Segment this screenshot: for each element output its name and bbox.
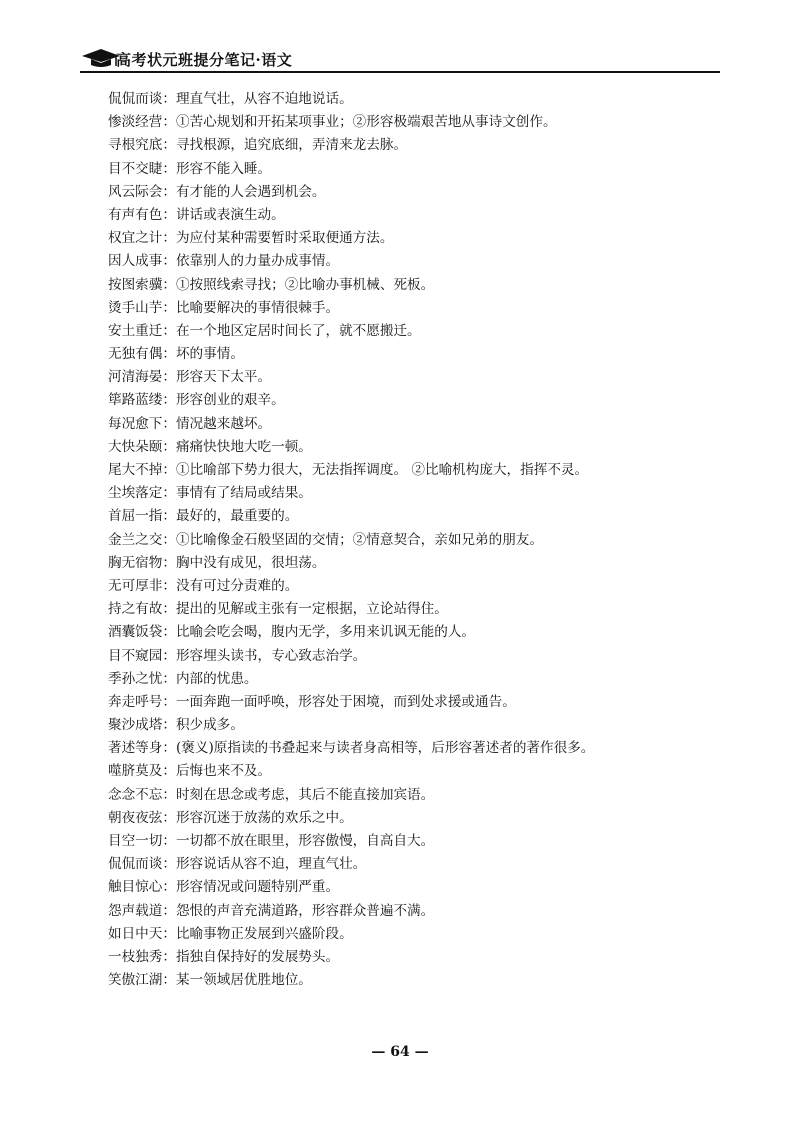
idiom-definition: 怨恨的声音充满道路，形容群众普遍不满。 xyxy=(175,902,435,919)
idiom-term: 无独有偶 xyxy=(108,346,163,363)
idiom-term: 目不交睫 xyxy=(108,160,163,177)
idiom-entry xyxy=(108,482,788,505)
idiom-definition: 提出的见解或主张有一定根据，立论站得住。 xyxy=(175,601,448,618)
idiom-term: 按图索骥 xyxy=(108,276,163,293)
idiom-entry xyxy=(108,88,788,111)
idiom-entry xyxy=(108,923,788,946)
idiom-term: 著述等身 xyxy=(108,740,163,757)
idiom-definition: 积少成多。 xyxy=(175,717,244,734)
idiom-entry xyxy=(108,645,788,668)
term-separator: ： xyxy=(162,856,176,873)
term-separator: ： xyxy=(162,91,176,107)
idiom-list xyxy=(108,88,788,992)
term-separator: ： xyxy=(162,322,176,339)
term-separator: ： xyxy=(162,531,176,548)
idiom-definition: 形容埋头读书，专心致志治学。 xyxy=(175,647,367,664)
idiom-term: 金兰之交 xyxy=(108,531,163,548)
idiom-term: 一枝独秀 xyxy=(108,948,163,965)
idiom-definition: 比喻会吃会喝，腹内无学，多用来讥讽无能的人。 xyxy=(175,624,476,641)
idiom-term: 奔走呼号 xyxy=(108,693,163,710)
idiom-term: 噬脐莫及 xyxy=(108,763,163,780)
idiom-term: 侃侃而谈 xyxy=(108,856,163,873)
idiom-term: 笑傲江湖 xyxy=(108,972,163,989)
idiom-entry xyxy=(108,900,788,923)
idiom-entry xyxy=(108,784,788,807)
idiom-entry xyxy=(108,158,788,181)
term-separator: ： xyxy=(162,438,176,455)
term-separator: ： xyxy=(162,948,176,965)
idiom-term: 权宜之计 xyxy=(108,230,163,247)
idiom-entry xyxy=(108,250,788,273)
idiom-definition: 没有可过分责难的。 xyxy=(175,577,299,594)
idiom-entry xyxy=(108,529,788,552)
term-separator: ： xyxy=(162,740,176,757)
idiom-definition: 事情有了结局或结果。 xyxy=(175,485,312,502)
idiom-term: 筚路蓝缕 xyxy=(108,392,163,409)
term-separator: ： xyxy=(162,879,176,896)
idiom-term: 寻根究底 xyxy=(108,137,163,154)
idiom-definition: 某一领域居优胜地位。 xyxy=(175,972,312,989)
idiom-term: 风云际会 xyxy=(108,183,163,200)
idiom-definition: (褒义)原指读的书叠起来与读者身高相等，后形容著述者的著作很多。 xyxy=(175,740,595,757)
idiom-term: 大快朵颐 xyxy=(108,438,163,455)
idiom-definition: 形容创业的艰辛。 xyxy=(175,392,285,409)
term-separator: ： xyxy=(162,577,176,594)
term-separator: ： xyxy=(162,299,176,316)
idiom-term: 有声有色 xyxy=(108,206,163,223)
idiom-entry xyxy=(108,552,788,575)
idiom-entry xyxy=(108,853,788,876)
term-separator: ： xyxy=(162,462,176,478)
term-separator: ： xyxy=(162,763,176,780)
term-separator: ： xyxy=(162,786,176,803)
idiom-entry xyxy=(108,297,788,320)
idiom-term: 惨淡经营 xyxy=(108,114,163,131)
idiom-entry xyxy=(108,737,788,760)
idiom-entry xyxy=(108,575,788,598)
idiom-entry xyxy=(108,760,788,783)
idiom-definition: 依靠别人的力量办成事情。 xyxy=(175,253,340,270)
idiom-entry xyxy=(108,181,788,204)
idiom-definition: 寻找根源，追究底细，弄清来龙去脉。 xyxy=(175,137,408,154)
idiom-definition: 形容情况或问题特别严重。 xyxy=(175,879,340,896)
idiom-definition: 胸中没有成见，很坦荡。 xyxy=(175,554,326,571)
idiom-entry xyxy=(108,459,788,482)
idiom-definition: ①比喻部下势力很大，无法指挥调度。 ②比喻机构庞大，指挥不灵。 xyxy=(175,462,589,478)
idiom-entry xyxy=(108,621,788,644)
idiom-definition: 比喻要解决的事情很棘手。 xyxy=(175,299,340,316)
term-separator: ： xyxy=(162,902,176,919)
term-separator: ： xyxy=(162,346,176,363)
idiom-definition: 形容沉迷于放荡的欢乐之中。 xyxy=(175,809,353,826)
idiom-entry xyxy=(108,876,788,899)
term-separator: ： xyxy=(162,369,176,386)
idiom-definition: 坏的事情。 xyxy=(175,346,244,363)
idiom-term: 每况愈下 xyxy=(108,415,163,432)
idiom-term: 念念不忘 xyxy=(108,786,163,803)
idiom-definition: 时刻在思念或考虑，其后不能直接加宾语。 xyxy=(175,786,435,803)
idiom-definition: ①苦心规划和开拓某项事业；②形容极端艰苦地从事诗文创作。 xyxy=(175,114,557,131)
term-separator: ： xyxy=(162,925,176,942)
term-separator: ： xyxy=(162,137,176,154)
idiom-entry xyxy=(108,714,788,737)
idiom-definition: 讲话或表演生动。 xyxy=(175,206,285,223)
header-rule xyxy=(80,71,720,73)
page-number: — 64 — xyxy=(371,1044,429,1060)
idiom-definition: 理直气壮，从容不迫地说话。 xyxy=(175,91,353,107)
idiom-entry xyxy=(108,436,788,459)
term-separator: ： xyxy=(162,833,176,849)
idiom-entry xyxy=(108,413,788,436)
idiom-entry xyxy=(108,505,788,528)
term-separator: ： xyxy=(162,624,176,641)
idiom-term: 季孙之忧 xyxy=(108,670,163,687)
idiom-term: 首屈一指 xyxy=(108,508,163,525)
idiom-definition: 最好的，最重要的。 xyxy=(175,508,299,525)
term-separator: ： xyxy=(162,693,176,710)
idiom-definition: 在一个地区定居时间长了，就不愿搬迁。 xyxy=(175,322,421,339)
idiom-definition: 情况越来越坏。 xyxy=(175,415,272,432)
idiom-entry xyxy=(108,830,788,853)
term-separator: ： xyxy=(162,554,176,571)
term-separator: ： xyxy=(162,601,176,618)
idiom-term: 尾大不掉 xyxy=(108,462,163,478)
term-separator: ： xyxy=(162,415,176,432)
idiom-entry xyxy=(108,389,788,412)
idiom-definition: 一切都不放在眼里，形容傲慢，自高自大。 xyxy=(175,833,435,849)
idiom-term: 河清海晏 xyxy=(108,369,163,386)
idiom-definition: 内部的忧患。 xyxy=(175,670,258,687)
idiom-term: 胸无宿物 xyxy=(108,554,163,571)
idiom-entry xyxy=(108,946,788,969)
idiom-term: 酒囊饭袋 xyxy=(108,624,163,641)
idiom-entry xyxy=(108,274,788,297)
idiom-entry xyxy=(108,969,788,992)
idiom-entry xyxy=(108,691,788,714)
term-separator: ： xyxy=(162,183,176,200)
term-separator: ： xyxy=(162,114,176,131)
idiom-entry xyxy=(108,227,788,250)
term-separator: ： xyxy=(162,508,176,525)
term-separator: ： xyxy=(162,230,176,247)
idiom-term: 目空一切 xyxy=(108,833,163,849)
term-separator: ： xyxy=(162,206,176,223)
idiom-entry xyxy=(108,366,788,389)
idiom-entry xyxy=(108,204,788,227)
idiom-definition: 形容不能入睡。 xyxy=(175,160,272,177)
idiom-term: 触目惊心 xyxy=(108,879,163,896)
idiom-definition: ①比喻像金石般坚固的交情；②情意契合，亲如兄弟的朋友。 xyxy=(175,531,543,548)
idiom-term: 持之有故 xyxy=(108,601,163,618)
idiom-term: 聚沙成塔 xyxy=(108,717,163,734)
idiom-definition: 有才能的人会遇到机会。 xyxy=(175,183,326,200)
idiom-term: 烫手山芋 xyxy=(108,299,163,316)
term-separator: ： xyxy=(162,647,176,664)
idiom-term: 无可厚非 xyxy=(108,577,163,594)
idiom-definition: 比喻事物正发展到兴盛阶段。 xyxy=(175,925,353,942)
term-separator: ： xyxy=(162,392,176,409)
term-separator: ： xyxy=(162,160,176,177)
idiom-term: 尘埃落定 xyxy=(108,485,163,502)
idiom-term: 安土重迁 xyxy=(108,322,163,339)
term-separator: ： xyxy=(162,670,176,687)
term-separator: ： xyxy=(162,717,176,734)
idiom-definition: 为应付某种需要暂时采取便通方法。 xyxy=(175,230,394,247)
idiom-entry xyxy=(108,598,788,621)
idiom-term: 因人成事 xyxy=(108,253,163,270)
book-title: 高考状元班提分笔记·语文 xyxy=(116,51,293,69)
idiom-entry xyxy=(108,343,788,366)
idiom-definition: 指独自保持好的发展势头。 xyxy=(175,948,340,965)
term-separator: ： xyxy=(162,253,176,270)
idiom-entry xyxy=(108,134,788,157)
idiom-term: 目不窥园 xyxy=(108,647,163,664)
idiom-definition: 一面奔跑一面呼唤，形容处于困境，而到处求援或通告。 xyxy=(175,693,516,710)
idiom-entry xyxy=(108,807,788,830)
idiom-definition: 形容说话从容不迫，理直气壮。 xyxy=(175,856,367,873)
idiom-entry xyxy=(108,320,788,343)
term-separator: ： xyxy=(162,276,176,293)
idiom-definition: ①按照线索寻找；②比喻办事机械、死板。 xyxy=(175,276,435,293)
idiom-term: 侃侃而谈 xyxy=(108,91,163,107)
term-separator: ： xyxy=(162,809,176,826)
idiom-definition: 痛痛快快地大吃一顿。 xyxy=(175,438,312,455)
idiom-term: 怨声载道 xyxy=(108,902,163,919)
idiom-definition: 后悔也来不及。 xyxy=(175,763,272,780)
idiom-entry xyxy=(108,668,788,691)
idiom-term: 朝夜夜弦 xyxy=(108,809,163,826)
term-separator: ： xyxy=(162,485,176,502)
idiom-definition: 形容天下太平。 xyxy=(175,369,272,386)
term-separator: ： xyxy=(162,972,176,989)
idiom-term: 如日中天 xyxy=(108,925,163,942)
idiom-entry xyxy=(108,111,788,134)
page-header xyxy=(80,44,720,76)
